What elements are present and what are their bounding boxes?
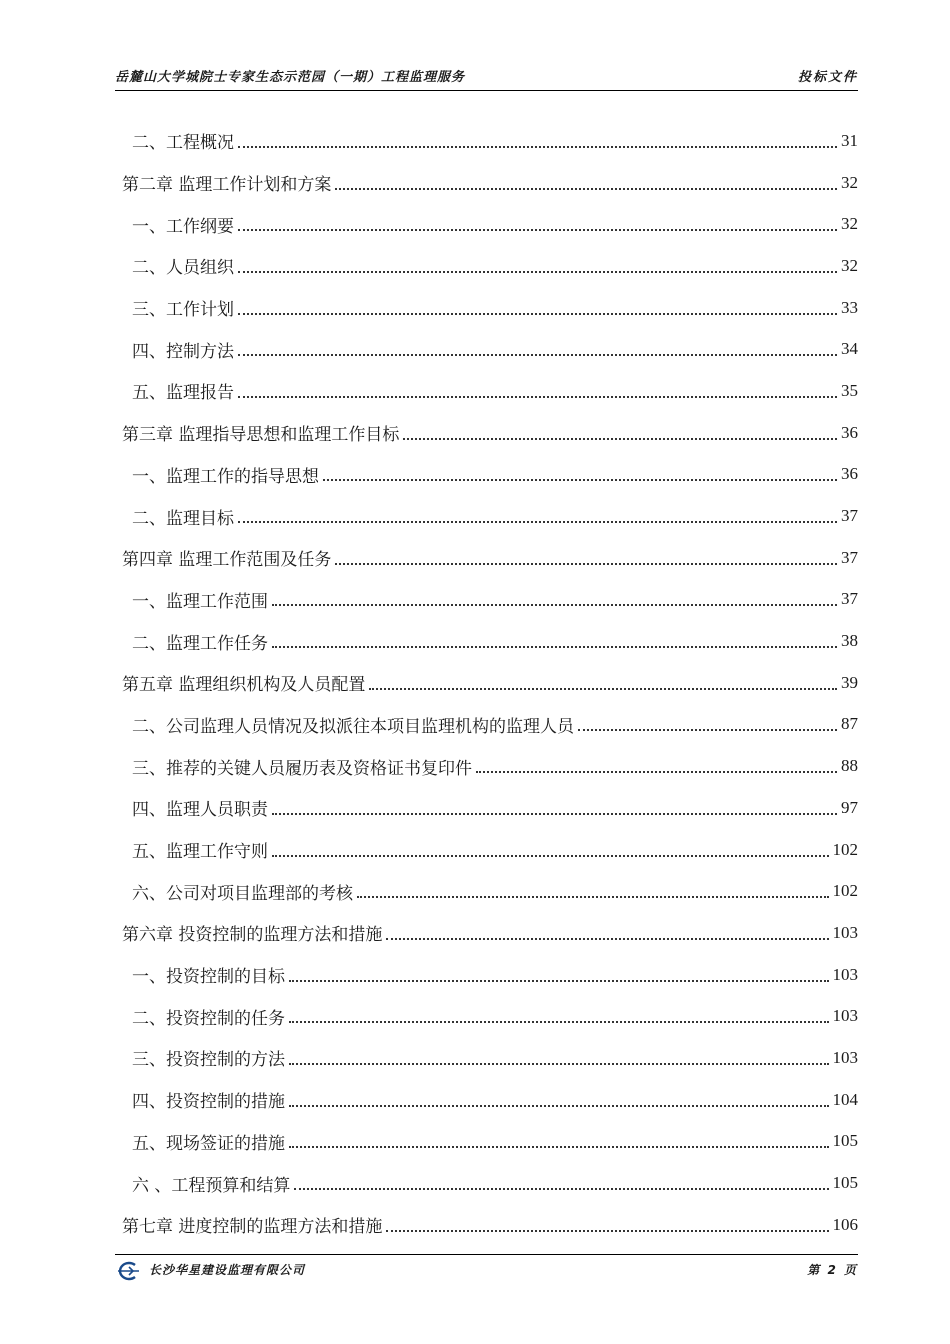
toc-section-entry[interactable] — [122, 120, 858, 162]
toc-entry-label: 一、工作纲要 — [122, 212, 236, 237]
toc-leader-dots — [238, 271, 837, 273]
toc-leader-dots — [238, 396, 837, 398]
toc-section-entry[interactable] — [122, 704, 858, 746]
toc-leader-dots — [289, 980, 829, 982]
toc-entry-page: 102 — [832, 881, 858, 901]
toc-leader-dots — [289, 1021, 829, 1023]
toc-entry-page: 87 — [841, 714, 858, 734]
toc-entry-label: 二、人员组织 — [122, 253, 236, 278]
toc-entry-label: 二、公司监理人员情况及拟派往本项目监理机构的监理人员 — [122, 712, 576, 737]
toc-section-entry[interactable] — [122, 203, 858, 245]
toc-entry-label: 六 、工程预算和结算 — [122, 1171, 292, 1196]
toc-chapter-entry[interactable] — [122, 912, 858, 954]
toc-entry-page: 103 — [832, 922, 858, 942]
toc-leader-dots — [272, 855, 829, 857]
toc-chapter-entry[interactable] — [122, 1204, 858, 1246]
document-type: 投标文件 — [797, 70, 858, 85]
toc-entry-page: 103 — [832, 1047, 858, 1067]
toc-leader-dots — [272, 646, 837, 648]
toc-chapter-entry[interactable] — [122, 162, 858, 204]
toc-entry-page: 106 — [832, 1214, 858, 1234]
toc-section-entry[interactable] — [122, 245, 858, 287]
toc-leader-dots — [369, 688, 837, 690]
toc-leader-dots — [238, 146, 837, 148]
toc-entry-label: 一、投资控制的目标 — [122, 962, 287, 987]
toc-section-entry[interactable] — [122, 954, 858, 996]
toc-leader-dots — [289, 1063, 829, 1065]
toc-leader-dots — [578, 729, 837, 731]
toc-entry-label: 三、工作计划 — [122, 295, 236, 320]
toc-section-entry[interactable] — [122, 454, 858, 496]
toc-section-entry[interactable] — [122, 829, 858, 871]
toc-entry-label: 二、工程概况 — [122, 128, 236, 153]
toc-section-entry[interactable] — [122, 370, 858, 412]
toc-entry-page: 36 — [841, 464, 858, 484]
toc-section-entry[interactable] — [122, 1121, 858, 1163]
company-logo-icon — [115, 1261, 141, 1281]
toc-entry-page: 104 — [832, 1089, 858, 1109]
toc-section-entry[interactable] — [122, 1037, 858, 1079]
toc-entry-page: 37 — [841, 506, 858, 526]
toc-section-entry[interactable] — [122, 495, 858, 537]
toc-entry-label: 一、监理工作范围 — [122, 587, 270, 612]
toc-entry-page: 103 — [832, 1006, 858, 1026]
toc-chapter-entry[interactable] — [122, 412, 858, 454]
toc-leader-dots — [238, 354, 837, 356]
toc-entry-page: 37 — [841, 589, 858, 609]
toc-entry-page: 38 — [841, 631, 858, 651]
toc-entry-label: 五、监理报告 — [122, 378, 236, 403]
toc-leader-dots — [238, 313, 837, 315]
page-footer — [115, 1254, 858, 1285]
toc-entry-label: 三、推荐的关键人员履历表及资格证书复印件 — [122, 754, 474, 779]
toc-leader-dots — [272, 813, 837, 815]
toc-leader-dots — [386, 938, 828, 940]
toc-entry-page: 33 — [841, 297, 858, 317]
toc-section-entry[interactable] — [122, 287, 858, 329]
toc-entry-label: 第四章 监理工作范围及任务 — [122, 545, 333, 570]
toc-leader-dots — [238, 521, 837, 523]
toc-leader-dots — [238, 229, 837, 231]
toc-leader-dots — [357, 896, 829, 898]
toc-entry-label: 一、监理工作的指导思想 — [122, 462, 321, 487]
toc-entry-label: 二、监理工作任务 — [122, 629, 270, 654]
toc-leader-dots — [272, 604, 837, 606]
toc-leader-dots — [335, 563, 837, 565]
toc-section-entry[interactable] — [122, 579, 858, 621]
toc-entry-page: 31 — [841, 130, 858, 150]
toc-leader-dots — [335, 188, 837, 190]
toc-entry-page: 102 — [832, 839, 858, 859]
toc-chapter-entry[interactable] — [122, 662, 858, 704]
toc-entry-label: 四、控制方法 — [122, 337, 236, 362]
toc-entry-label: 第二章 监理工作计划和方案 — [122, 170, 333, 195]
toc-section-entry[interactable] — [122, 328, 858, 370]
toc-leader-dots — [403, 438, 837, 440]
document-title: 岳麓山大学城院士专家生态示范园（一期）工程监理服务 — [115, 70, 466, 85]
toc-entry-page: 32 — [841, 172, 858, 192]
toc-section-entry[interactable] — [122, 995, 858, 1037]
toc-section-entry[interactable] — [122, 787, 858, 829]
toc-entry-label: 二、监理目标 — [122, 504, 236, 529]
toc-entry-label: 第七章 进度控制的监理方法和措施 — [122, 1212, 384, 1237]
toc-entry-label: 第六章 投资控制的监理方法和措施 — [122, 920, 384, 945]
toc-leader-dots — [294, 1188, 828, 1190]
toc-entry-page: 32 — [841, 255, 858, 275]
toc-entry-page: 105 — [832, 1131, 858, 1151]
toc-section-entry[interactable] — [122, 1162, 858, 1204]
page-number: 第 2 页 — [807, 1263, 858, 1277]
toc-entry-label: 五、现场签证的措施 — [122, 1129, 287, 1154]
table-of-contents — [122, 120, 858, 1246]
toc-entry-page: 32 — [841, 214, 858, 234]
toc-leader-dots — [476, 771, 837, 773]
toc-entry-page: 36 — [841, 422, 858, 442]
toc-entry-label: 第五章 监理组织机构及人员配置 — [122, 670, 367, 695]
toc-leader-dots — [386, 1230, 828, 1232]
toc-entry-label: 三、投资控制的方法 — [122, 1045, 287, 1070]
company-name: 长沙华星建设监理有限公司 — [149, 1263, 306, 1277]
toc-section-entry[interactable] — [122, 745, 858, 787]
toc-entry-label: 四、监理人员职责 — [122, 795, 270, 820]
toc-entry-page: 39 — [841, 672, 858, 692]
toc-section-entry[interactable] — [122, 1079, 858, 1121]
toc-entry-page: 88 — [841, 756, 858, 776]
toc-leader-dots — [323, 479, 837, 481]
toc-entry-page: 35 — [841, 380, 858, 400]
page-header — [115, 66, 858, 91]
toc-section-entry[interactable] — [122, 620, 858, 662]
toc-entry-page: 97 — [841, 797, 858, 817]
toc-entry-label: 五、监理工作守则 — [122, 837, 270, 862]
toc-leader-dots — [289, 1146, 829, 1148]
toc-entry-label: 四、投资控制的措施 — [122, 1087, 287, 1112]
toc-section-entry[interactable] — [122, 870, 858, 912]
toc-entry-page: 103 — [832, 964, 858, 984]
toc-entry-label: 第三章 监理指导思想和监理工作目标 — [122, 420, 401, 445]
toc-chapter-entry[interactable] — [122, 537, 858, 579]
toc-entry-label: 六、公司对项目监理部的考核 — [122, 879, 355, 904]
toc-entry-page: 34 — [841, 339, 858, 359]
toc-entry-label: 二、投资控制的任务 — [122, 1004, 287, 1029]
toc-entry-page: 37 — [841, 547, 858, 567]
toc-entry-page: 105 — [832, 1173, 858, 1193]
toc-leader-dots — [289, 1105, 829, 1107]
